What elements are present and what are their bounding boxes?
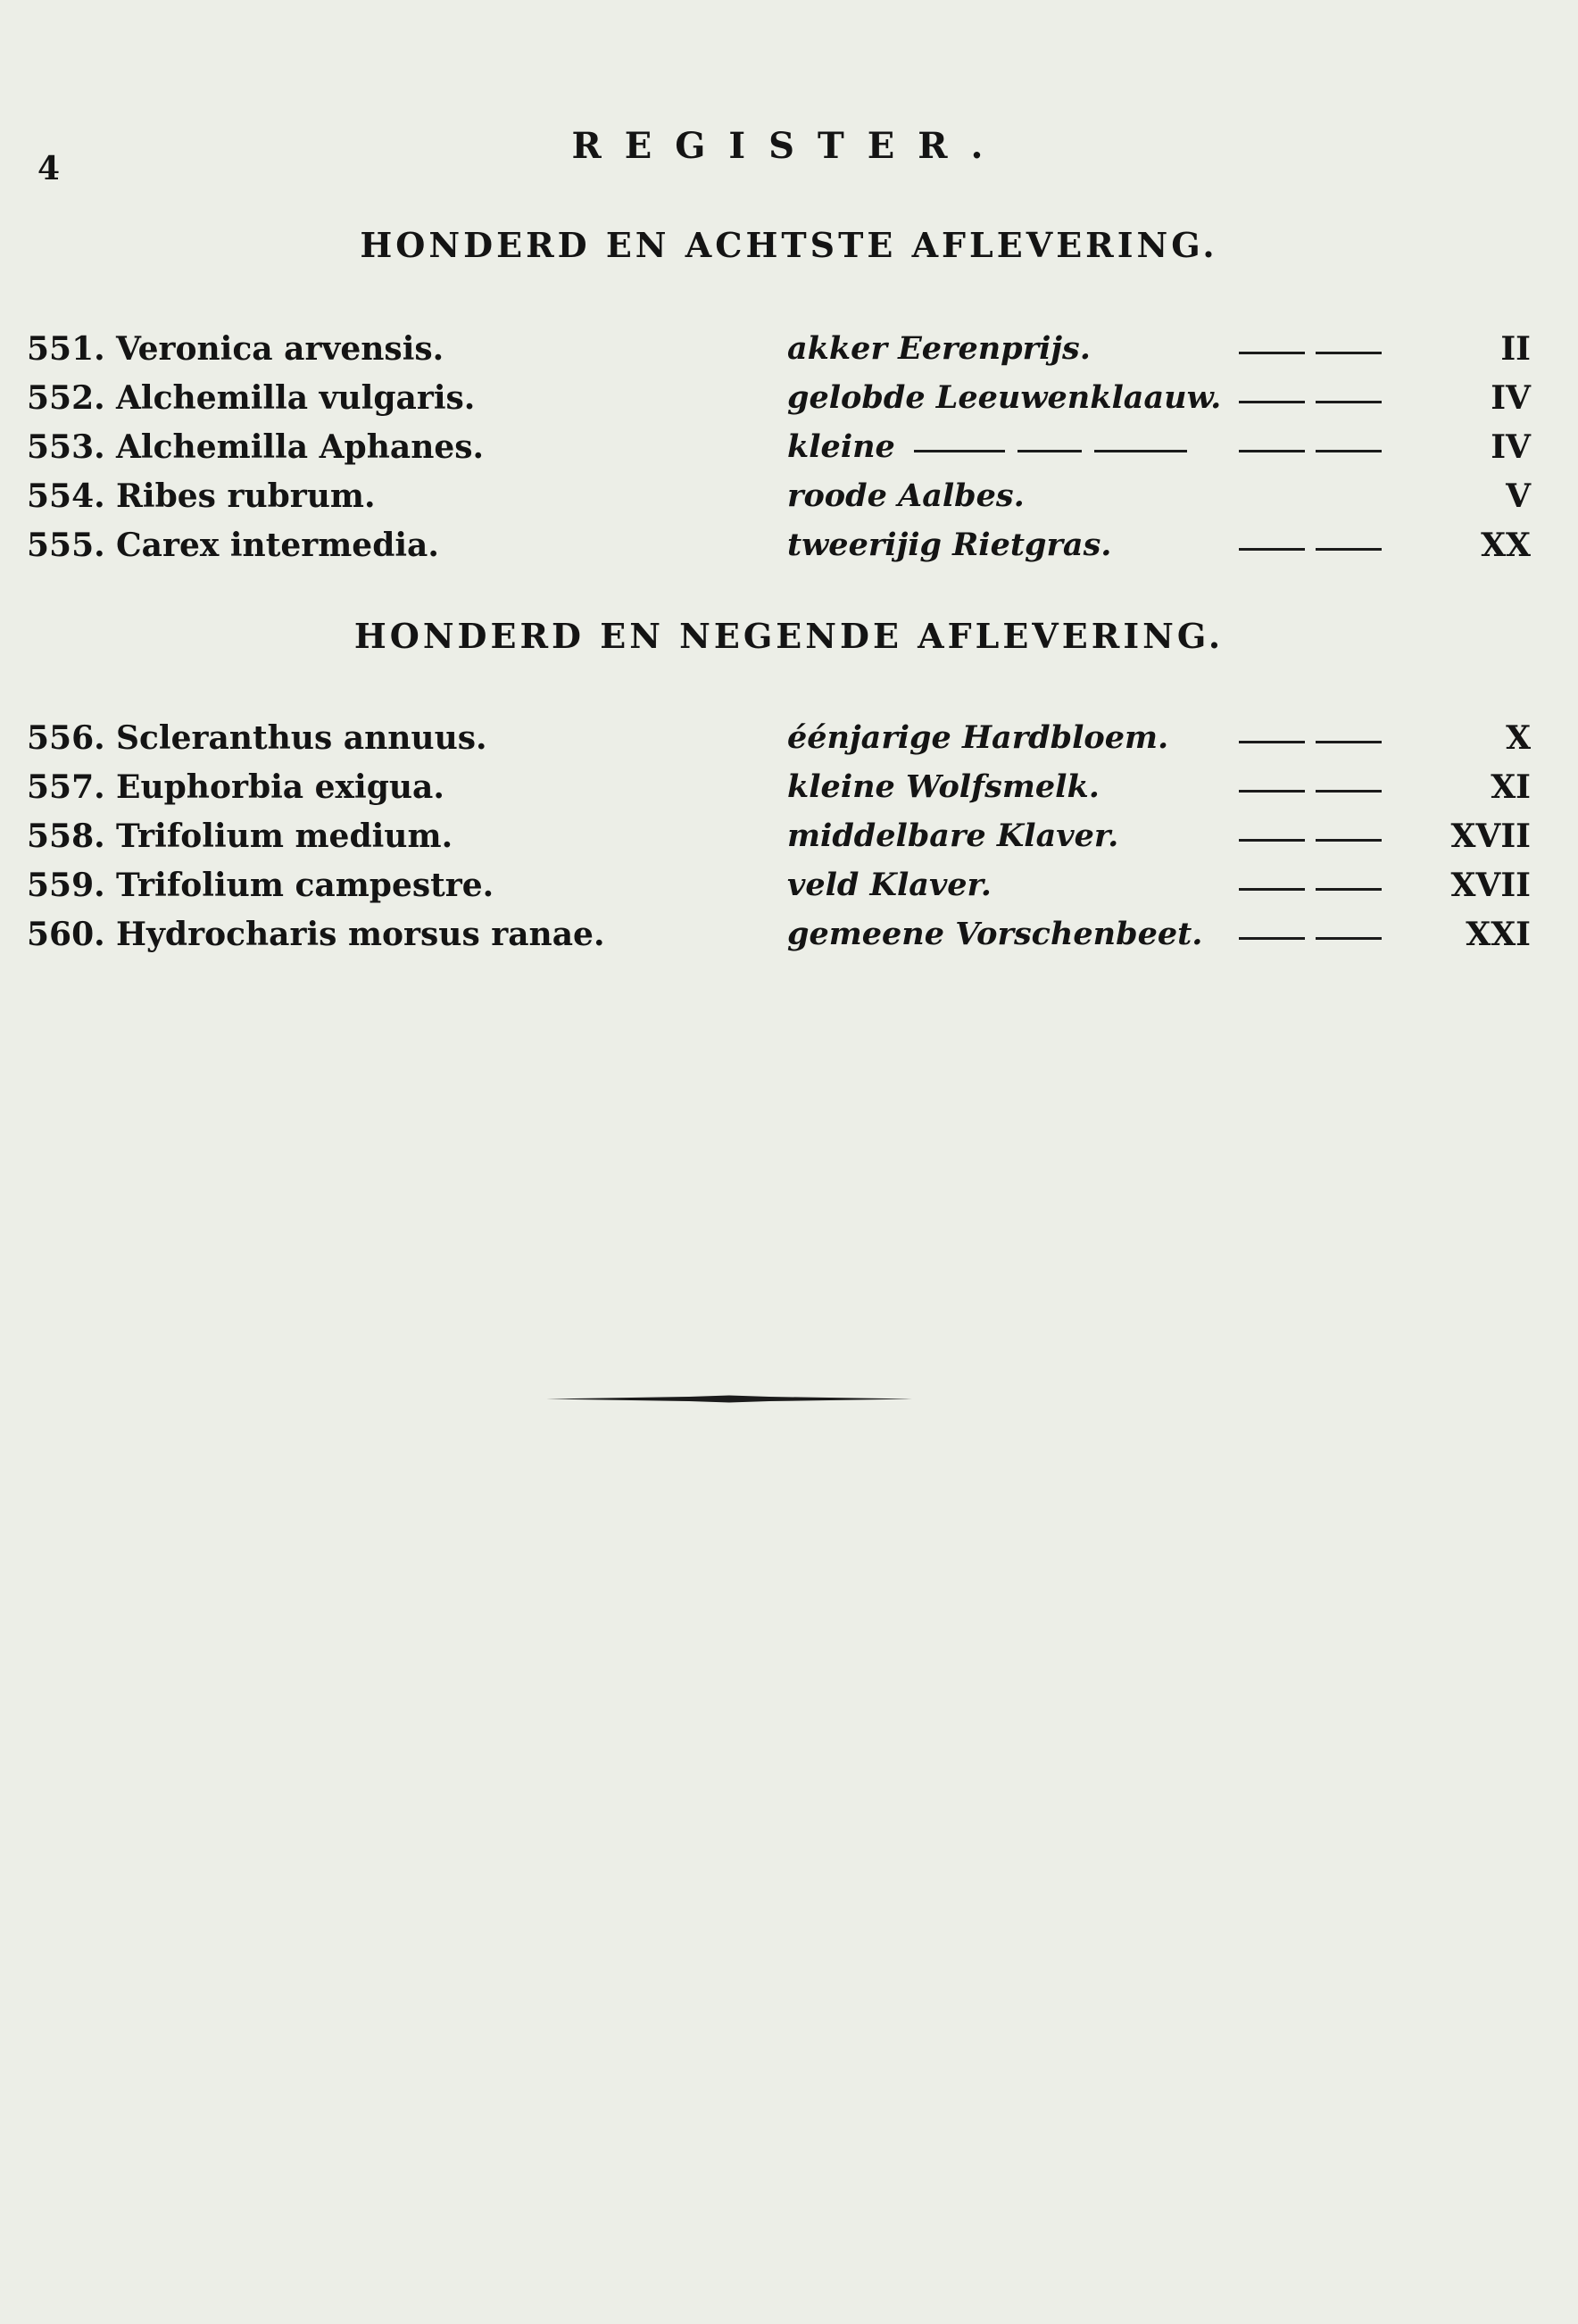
register-entry (27, 379, 1531, 428)
latin-name: Ribes rubrum. (116, 477, 376, 515)
latin-name: Trifolium campestre. (116, 867, 494, 904)
dutch-name: gelobde Leeuwenklaauw. (787, 379, 1222, 416)
leader-dash (1239, 888, 1305, 891)
leader-dash (1239, 741, 1305, 743)
plate-number: XXI (1466, 916, 1531, 953)
register-entry (27, 768, 1531, 818)
plate-number: XI (1491, 768, 1531, 806)
register-entry (27, 527, 1531, 576)
leader-dash (1316, 450, 1382, 452)
register-entry (27, 719, 1531, 768)
running-head: REGISTER. (571, 125, 1007, 167)
register-entry (27, 867, 1531, 916)
plate-number: XVII (1450, 867, 1531, 904)
leader-dash (1094, 450, 1187, 452)
leader-dash (1316, 401, 1382, 403)
leader-dash (1239, 790, 1305, 793)
section-title: HONDERD EN NEGENDE AFLEVERING. (353, 616, 1225, 656)
dutch-name: kleine Wolfsmelk. (787, 768, 1100, 805)
latin-name: Alchemilla vulgaris. (116, 379, 476, 417)
entry-number: 551. (27, 330, 105, 368)
leader-dash (1316, 937, 1382, 940)
section-title: HONDERD EN ACHTSTE AFLEVERING. (360, 225, 1218, 265)
latin-name: Alchemilla Aphanes. (116, 428, 485, 466)
latin-name: Hydrocharis morsus ranae. (116, 916, 605, 953)
entry-number: 556. (27, 719, 105, 757)
register-entry (27, 818, 1531, 867)
register-entry (27, 477, 1531, 527)
entry-number: 552. (27, 379, 105, 417)
entry-number: 557. (27, 768, 105, 806)
plate-number: V (1506, 477, 1531, 515)
dutch-name: gemeene Vorschenbeet. (787, 916, 1203, 952)
dutch-name: kleine (787, 428, 895, 465)
entry-number: 553. (27, 428, 105, 466)
latin-name: Scleranthus annuus. (116, 719, 487, 757)
dutch-name: veld Klaver. (787, 867, 992, 903)
register-entry (27, 330, 1531, 379)
latin-name: Trifolium medium. (116, 818, 453, 855)
leader-dash (1239, 401, 1305, 403)
plate-number: X (1506, 719, 1531, 757)
leader-dash (1316, 741, 1382, 743)
entry-number: 560. (27, 916, 105, 953)
latin-name: Euphorbia exigua. (116, 768, 444, 806)
leader-dash (1316, 839, 1382, 842)
dutch-name: middelbare Klaver. (787, 818, 1119, 854)
dutch-name: tweerijig Rietgras. (787, 527, 1112, 563)
leader-dash (1316, 888, 1382, 891)
dutch-name: roode Aalbes. (787, 477, 1025, 514)
latin-name: Veronica arvensis. (116, 330, 444, 368)
entry-list (27, 719, 1531, 965)
entry-number: 558. (27, 818, 105, 855)
leader-dash (1316, 352, 1382, 354)
plate-number: II (1500, 330, 1531, 368)
leader-dash (1239, 450, 1305, 452)
leader-dash (1017, 450, 1082, 452)
plate-number: XX (1481, 527, 1531, 564)
entry-number: 555. (27, 527, 105, 564)
dutch-name: éénjarige Hardbloem. (787, 719, 1169, 756)
leader-dash (1239, 839, 1305, 842)
leader-dash (1316, 790, 1382, 793)
leader-dash (1239, 937, 1305, 940)
register-entry (27, 916, 1531, 965)
leader-dash (1316, 548, 1382, 551)
dutch-name: akker Eerenprijs. (787, 330, 1091, 367)
entry-number: 554. (27, 477, 105, 515)
page-number: 4 (37, 150, 61, 187)
leader-dash (1239, 352, 1305, 354)
leader-dash (1239, 548, 1305, 551)
end-rule-ornament (546, 1395, 912, 1403)
entry-number: 559. (27, 867, 105, 904)
latin-name: Carex intermedia. (116, 527, 439, 564)
plate-number: XVII (1450, 818, 1531, 855)
entry-list (27, 330, 1531, 576)
plate-number: IV (1491, 379, 1531, 417)
register-entry (27, 428, 1531, 477)
leader-dash (914, 450, 1005, 452)
plate-number: IV (1491, 428, 1531, 466)
